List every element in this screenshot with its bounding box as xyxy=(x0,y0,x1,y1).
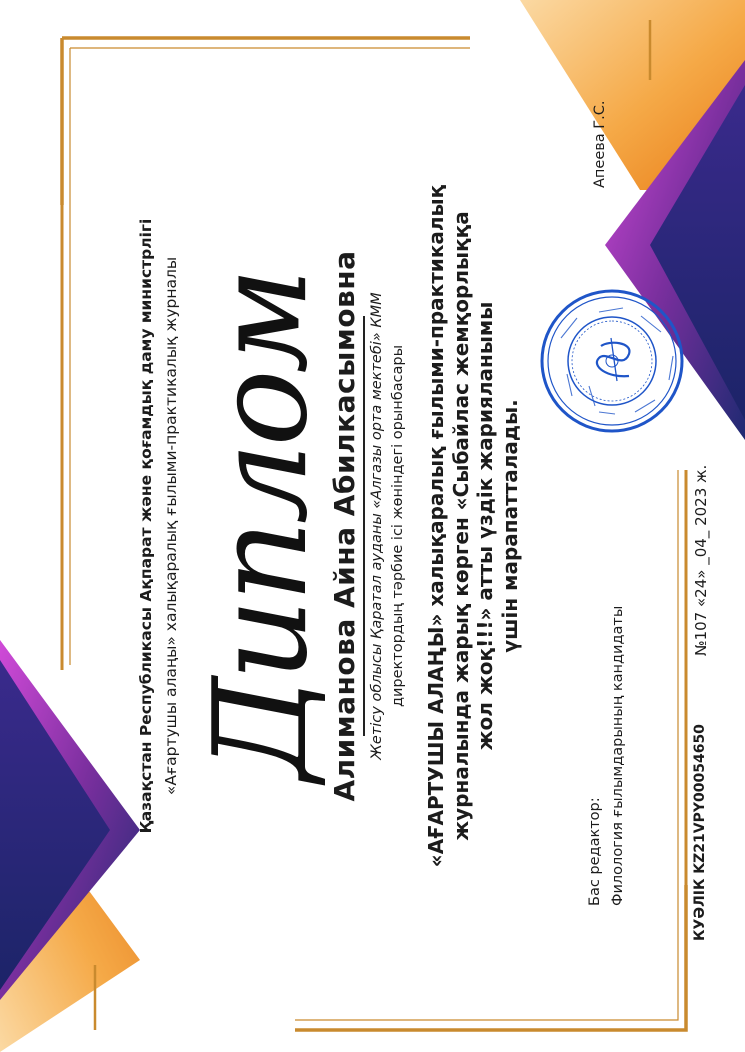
citation-line-4: үшін марапатталады. xyxy=(497,399,522,653)
diploma-number-date: №107 «24» _04_ 2023 ж. xyxy=(692,464,710,656)
recipient-position: директордың тәрбие ісі жөніндегі орынбасары xyxy=(390,344,406,708)
recipient-name: Алиманова Айна Абилкасымовна xyxy=(328,250,361,802)
citation-line-3: жол жоқ!!!» атты үздік жарияланымы xyxy=(473,301,497,751)
journal-heading: «Ағартушы алаңы» халықаралық ғылыми-практикалық журналы xyxy=(162,256,180,796)
name-underline xyxy=(363,316,365,736)
editor-degree: Филология ғылымдарының кандидаты xyxy=(610,605,626,906)
editor-block xyxy=(584,606,630,906)
award-citation xyxy=(424,26,522,1026)
recipient-school: Жетісу облысы Қаратал ауданы «Алгазы орта мектебі» КММ xyxy=(369,292,385,760)
ministry-heading: Қазақстан Республикасы Ақпарат және қоғамдық даму министрлігі xyxy=(137,218,155,834)
official-stamp xyxy=(537,286,687,436)
citation-line-1: «АҒАРТУШЫ АЛАҢЫ» халықаралық ғылыми-практикалық xyxy=(424,184,448,868)
certificate-number: КУӘЛІК KZ21VPY00054650 xyxy=(692,724,708,941)
diploma-title: Диплом xyxy=(187,271,336,781)
editor-signer: Апеева Г.С. xyxy=(592,100,608,188)
diploma-content xyxy=(22,26,722,1026)
citation-line-2: журналында жарық көрген «Сыбайлас жемқорлыққа xyxy=(448,211,473,841)
editor-label: Бас редактор: xyxy=(587,797,603,906)
